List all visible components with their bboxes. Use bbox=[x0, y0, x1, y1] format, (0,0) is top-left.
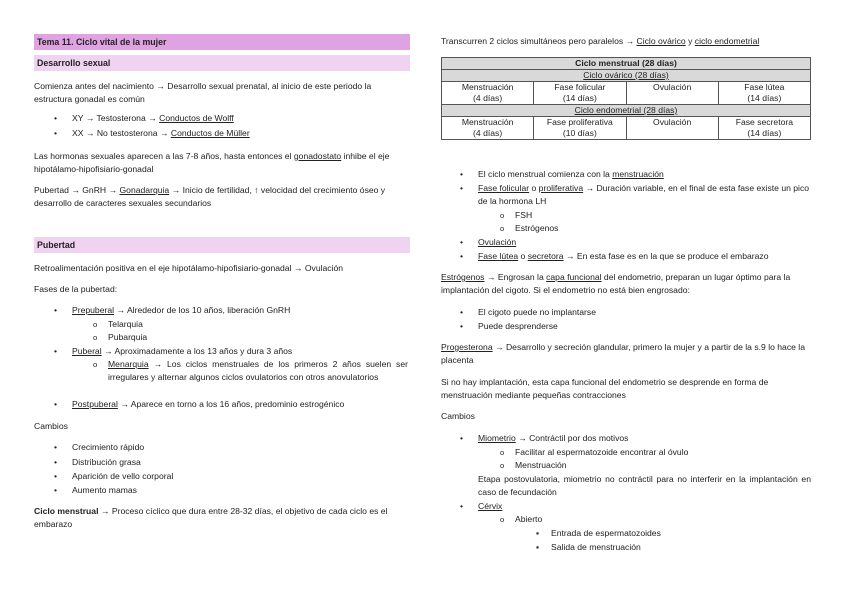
table-endometrial-header: Ciclo endometrial (28 días) bbox=[442, 105, 811, 117]
list-item-change: • Distribución grasa bbox=[72, 456, 141, 469]
sub-item-menarquia: o Menarquia → Los ciclos menstruales de los primeros 2 años suelen ser irregulares y alternar algunos ciclos ovulatorios con otros anovulatorios bbox=[108, 358, 408, 384]
topic-title: Tema 11. Ciclo vital de la mujer bbox=[34, 34, 410, 50]
sub-item-miometrio: o Menstruación bbox=[515, 459, 567, 472]
list-item-xy: • XY → Testosterona → Conductos de Wolff bbox=[72, 112, 234, 125]
list-item-change: • Crecimiento rápido bbox=[72, 441, 144, 454]
list-item-xx: • XX → No testosterona → Conductos de Müller bbox=[72, 127, 250, 140]
menstrual-cycle-table bbox=[441, 57, 811, 140]
postovulatory-note: Etapa postovulatoria, miometrio no contráctil para no interferir en la implantación en caso de fecundación bbox=[478, 474, 811, 497]
table-cell: Fase lútea (14 días) bbox=[718, 82, 810, 105]
sub-item-telarquia: o Telarquia bbox=[108, 318, 143, 331]
cycles-intro: Transcurren 2 ciclos simultáneos pero paralelos → Ciclo ovárico y ciclo endometrial bbox=[441, 36, 760, 46]
list-item-ovulation: • Ovulación bbox=[478, 236, 516, 249]
changes-label: Cambios bbox=[34, 421, 68, 431]
section-heading-puberty: Pubertad bbox=[34, 237, 410, 253]
list-item-miometrio: • Miometrio → Contráctil por dos motivos bbox=[478, 432, 628, 445]
list-item-change: • Aparición de vello corporal bbox=[72, 470, 173, 483]
sub-item-fsh: o FSH bbox=[515, 209, 532, 222]
progesterone-paragraph: Progesterona → Desarrollo y secreción glandular, primero la mujer y a partir de la s.9 lo hace la placenta bbox=[441, 342, 805, 365]
sub-item-estrogenos: o Estrógenos bbox=[515, 222, 558, 235]
list-item-puberal: • Puberal → Aproximadamente a los 13 años y dura 3 años bbox=[72, 345, 410, 358]
sub-item-miometrio: o Facilitar al espermatozoide encontrar al óvulo bbox=[515, 446, 688, 459]
list-item-estrogen-effect: • El cigoto puede no implantarse bbox=[478, 306, 596, 319]
table-cell: Ovulación bbox=[626, 117, 718, 140]
right-changes-label: Cambios bbox=[441, 411, 475, 421]
sub-item-abierto: o Abierto bbox=[515, 513, 542, 526]
phases-label: Fases de la pubertad: bbox=[34, 284, 118, 294]
table-cell: Menstruación (4 días) bbox=[442, 82, 534, 105]
hormones-paragraph: Las hormonas sexuales aparecen a las 7-8 años, hasta entonces el gonadostato inhibe el eje hipotálamo-hipofisiario-gonadal bbox=[34, 151, 390, 174]
list-item-change: • Aumento mamas bbox=[72, 484, 137, 497]
sub-item-pubarquia: o Pubarquia bbox=[108, 331, 147, 344]
table-cell: Fase folicular (14 días) bbox=[534, 82, 626, 105]
table-cell: Fase secretora (14 días) bbox=[718, 117, 810, 140]
list-item-postpuberal: • Postpuberal → Aparece en torno a los 16 años, predominio estrogénico bbox=[72, 398, 410, 411]
table-ovarian-header: Ciclo ovárico (28 días) bbox=[442, 70, 811, 82]
list-item-follicular: • Fase folicular o proliferativa → Duración variable, en el final de esta fase existe un pico de la hormona LH bbox=[478, 182, 813, 208]
list-item-cycle-start: • El ciclo menstrual comienza con la menstruación bbox=[478, 168, 664, 181]
table-title: Ciclo menstrual (28 días) bbox=[442, 58, 811, 70]
sub-sub-item: ▪ Salida de menstruación bbox=[551, 541, 641, 554]
menstrual-cycle-paragraph: Ciclo menstrual → Proceso cíclico que dura entre 28-32 días, el objetivo de cada ciclo es el embarazo bbox=[34, 506, 388, 529]
link-wolff: Conductos de Wolff bbox=[159, 113, 234, 123]
list-item-estrogen-effect: • Puede desprenderse bbox=[478, 320, 558, 333]
feedback-line: Retroalimentación positiva en el eje hipotálamo-hipofisiario-gonadal → Ovulación bbox=[34, 263, 344, 273]
estrogens-paragraph: Estrógenos → Engrosan la capa funcional del endometrio, preparan un lugar óptimo para la implantación del cigoto. Si el endometrio no está bien engrosado: bbox=[441, 272, 791, 295]
sexual-dev-intro: Comienza antes del nacimiento → Desarrollo sexual prenatal, al inicio de este periodo la estructura gonadal es común bbox=[34, 81, 372, 104]
list-item-cervix: • Cérvix bbox=[478, 500, 502, 513]
list-item-luteal: • Fase lútea o secretora → En esta fase es en la que se produce el embarazo bbox=[478, 250, 813, 263]
no-implantation-paragraph: Si no hay implantación, esta capa funcional del endometrio se desprende en forma de menstruación mediante pequeñas contracciones bbox=[441, 377, 769, 400]
sub-sub-item: ▪ Entrada de espermatozoides bbox=[551, 527, 661, 540]
table-cell: Ovulación bbox=[626, 82, 718, 105]
section-heading-sexual-development: Desarrollo sexual bbox=[34, 55, 410, 71]
table-cell: Menstruación (4 días) bbox=[442, 117, 534, 140]
table-cell: Fase proliferativa (10 días) bbox=[534, 117, 626, 140]
puberty-paragraph: Pubertad → GnRH → Gonadarquia → Inicio de fertilidad, ↑ velocidad del crecimiento óseo y desarrollo de caracteres sexuales secundarios bbox=[34, 185, 386, 208]
link-muller: Conductos de Müller bbox=[170, 128, 250, 138]
list-item-prepuberal: • Prepuberal → Alrededor de los 10 años, liberación GnRH bbox=[72, 304, 410, 317]
